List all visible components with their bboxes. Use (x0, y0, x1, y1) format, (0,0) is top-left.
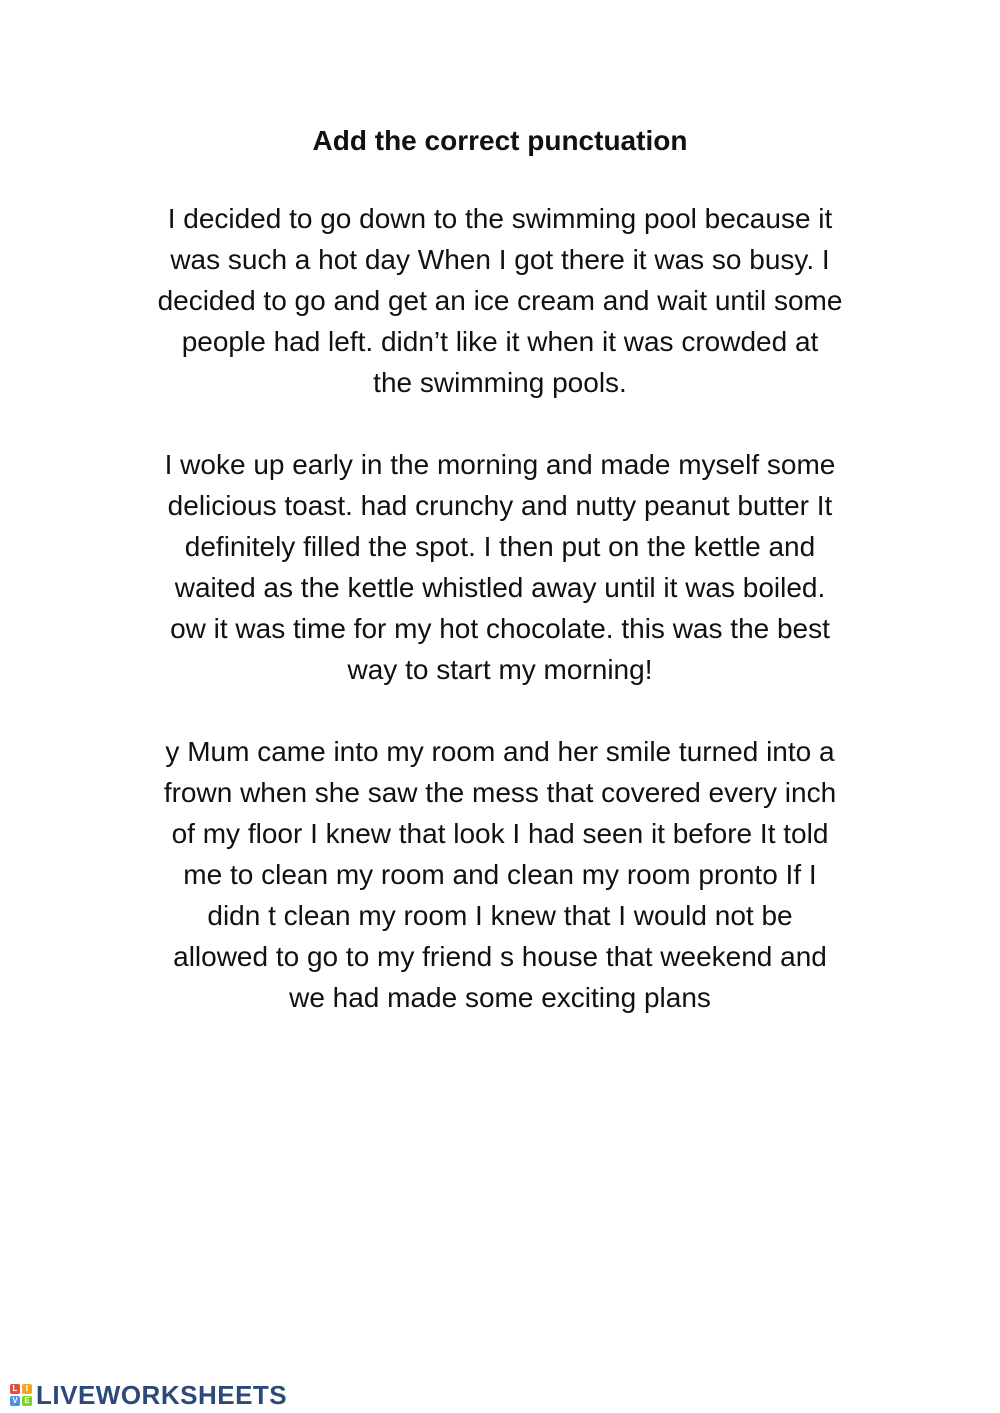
paragraph-1 (110, 198, 890, 403)
paragraph-line: me to clean my room and clean my room pronto If I (183, 859, 817, 890)
paragraph-line: allowed to go to my friend s house that weekend and (173, 941, 827, 972)
paragraph-line: people had left. didn’t like it when it was crowded at (181, 326, 819, 357)
logo-tile: E (22, 1396, 32, 1406)
logo-tile: L (10, 1384, 20, 1394)
worksheet (110, 118, 890, 1059)
logo-tile: I (22, 1384, 32, 1394)
paragraph-3 (110, 731, 890, 1018)
paragraph-line: delicious toast. had crunchy and nutty peanut butter It (167, 490, 833, 521)
paragraph-line: frown when she saw the mess that covered every inch (163, 777, 837, 808)
footer (10, 1381, 287, 1409)
paragraph-line: I woke up early in the morning and made myself some (164, 449, 836, 480)
paragraph-line: decided to go and get an ice cream and wait until some (157, 285, 843, 316)
worksheet-title: Add the correct punctuation (312, 125, 688, 156)
paragraph-line: didn t clean my room I knew that I would not be (207, 900, 793, 931)
paragraph-line: ow it was time for my hot chocolate. this was the best (170, 613, 830, 644)
paragraph-line: y Mum came into my room and her smile turned into a (165, 736, 835, 767)
brand-name: LIVEWORKSHEETS (36, 1380, 288, 1410)
paragraph-2 (110, 444, 890, 690)
paragraph-line: of my floor I knew that look I had seen it before It told (171, 818, 829, 849)
paragraph-line: the swimming pools. (373, 367, 627, 398)
paragraph-line: I decided to go down to the swimming pool because it (167, 203, 833, 234)
paragraph-line: definitely filled the spot. I then put on the kettle and (184, 531, 816, 562)
paragraph-line: way to start my morning! (347, 654, 653, 685)
liveworksheets-logo-icon (10, 1384, 32, 1406)
paragraph-line: was such a hot day When I got there it was so busy. I (170, 244, 830, 275)
logo-tile: V (10, 1396, 20, 1406)
paragraph-line: we had made some exciting plans (289, 982, 711, 1013)
paragraph-line: waited as the kettle whistled away until it was boiled. (174, 572, 826, 603)
